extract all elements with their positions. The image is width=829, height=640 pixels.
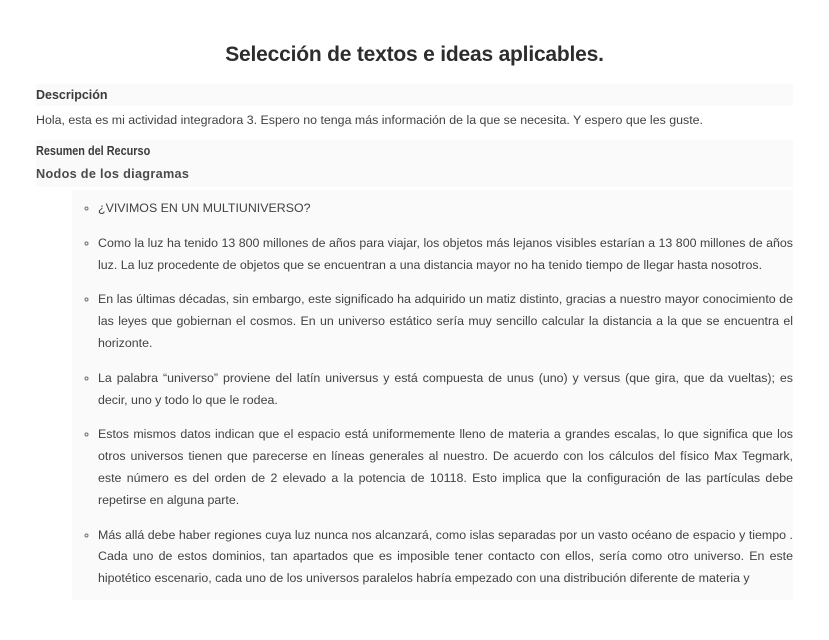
node-list [72, 198, 793, 590]
list-item: ◦ Como la luz ha tenido 13 800 millones de años para viajar, los objetos más lejanos visibles estarían a 13 800 millones de años luz. La luz procedente de objetos que se encuentran a una distancia mayor no ha tenido tiempo de llegar hasta nosotros. [98, 233, 793, 277]
section-header-nodos-de-los-diagramas [36, 162, 793, 187]
list-item: ◦ Estos mismos datos indican que el espacio está uniformemente lleno de materia a grandes escalas, lo que significa que los otros universos tienen que parecerse en líneas generales al nuestro. De acuerdo con los cálculos del físico Max Tegmark, este número es del orden de 2 elevado a la potencia de 10118. Esto implica que la configuración de las partículas debe repetirse en alguna parte. [98, 424, 793, 511]
list-item: ◦ La palabra “universo” proviene del latín universus y está compuesta de unus (uno) y versus (que gira, que da vueltas); es decir, uno y todo lo que le rodea. [98, 368, 793, 412]
section-header-nodos-label: Nodos de los diagramas [36, 167, 190, 181]
section-header-descripcion [36, 84, 793, 106]
section-header-resumen-del-recurso [36, 140, 793, 162]
page-title: Selección de textos e ideas aplicables. [225, 43, 604, 66]
section-header-resumen-label: Resumen del Recurso [36, 144, 151, 158]
list-item: ◦ ¿VIVIMOS EN UN MULTIUNIVERSO? [98, 198, 793, 220]
diagram-nodes-content-block [72, 190, 793, 600]
list-item: ◦ Más allá debe haber regiones cuya luz nunca nos alcanzará, como islas separadas por un vasto océano de espacio y tiempo . Cada uno de estos dominios, tan apartados que es imposible tener contacto con ellos, sería como otro universo. En este hipotético escenario, cada uno de los universos paralelos habría empezado con una distribución diferente de materia y [98, 525, 793, 590]
list-item: ◦ En las últimas décadas, sin embargo, este significado ha adquirido un matiz distinto, gracias a nuestro mayor conocimiento de las leyes que gobiernan el cosmos. En un universo estático sería muy sencillo calcular la distancia a la que se encuentra el horizonte. [98, 289, 793, 354]
section-header-group [36, 140, 793, 187]
description-body-text: Hola, esta es mi actividad integradora 3. Espero no tenga más información de la que se necesita. Y espero que les guste. [36, 113, 703, 127]
section-header-descripcion-label: Descripción [36, 88, 108, 102]
